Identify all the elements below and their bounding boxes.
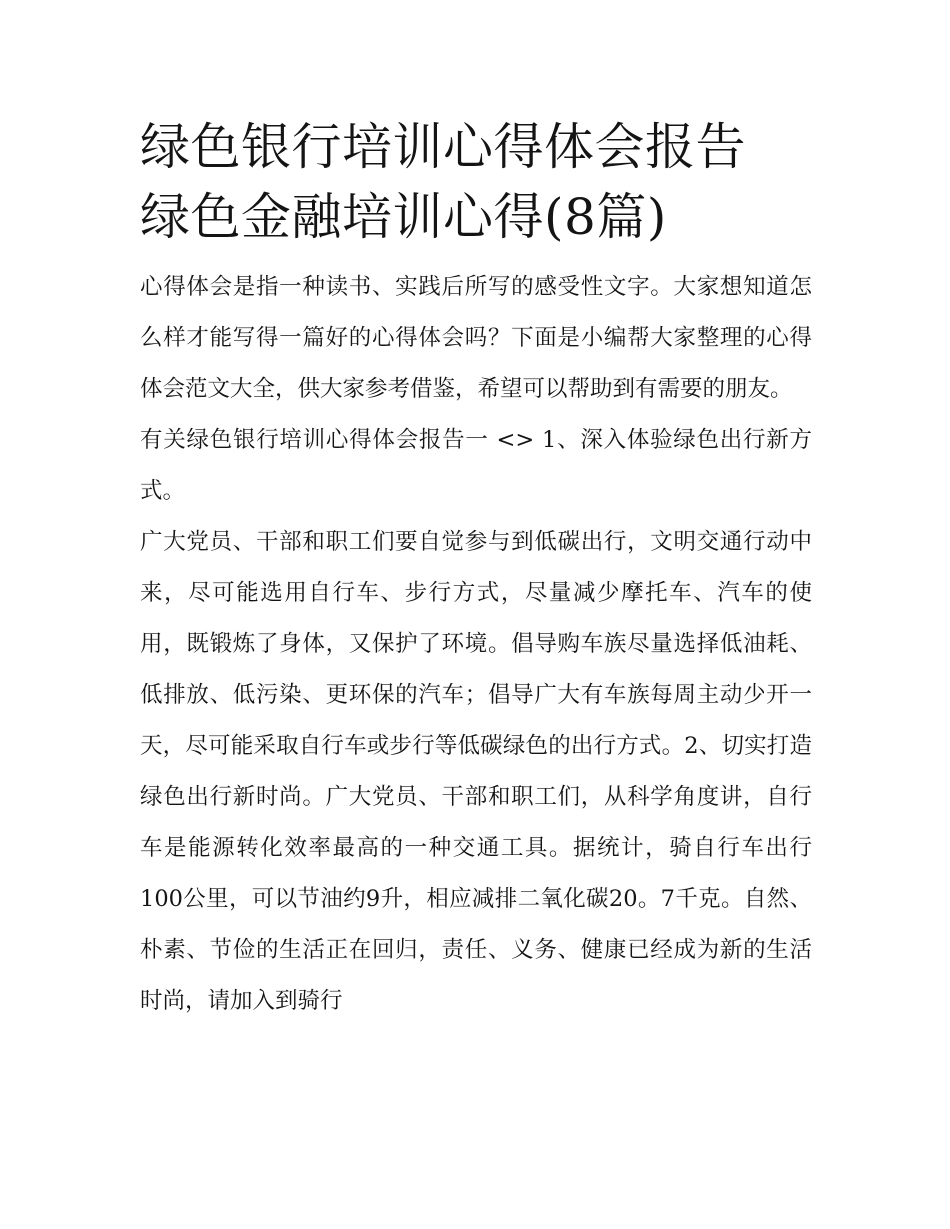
paragraph-section-one: 有关绿色银行培训心得体会报告一 <> 1、深入体验绿色出行新方式。 (140, 427, 812, 504)
document-title: 绿色银行培训心得体会报告 绿色金融培训心得(8篇) (140, 118, 746, 246)
paragraph-intro: 心得体会是指一种读书、实践后所写的感受性文字。大家想知道怎么样才能写得一篇好的心得体会吗？下面是小编帮大家整理的心得体会范文大全，供大家参考借鉴，希望可以帮助到有需要的朋友。 (140, 274, 812, 402)
paragraph-body: 广大党员、干部和职工们要自觉参与到低碳出行，文明交通行动中来，尽可能选用自行车、步行方式，尽量减少摩托车、汽车的使用，既锻炼了身体，又保护了环境。倡导购车族尽量选择低油耗、低排放、低污染、更环保的汽车；倡导广大有车族每周主动少开一天，尽可能采取自行车或步行等低碳绿色的出行方式。2、切实打造绿色出行新时尚。广大党员、干部和职工们，从科学角度讲，自行车是能源转化效率最高的一种交通工具。据统计，骑自行车出行100公里，可以节油约9升，相应减排二氧化碳20。7千克。自然、朴素、节俭的生活正在回归，责任、义务、健康已经成为新的生活时尚，请加入到骑行 (140, 529, 812, 1014)
document-page (140, 112, 812, 1027)
